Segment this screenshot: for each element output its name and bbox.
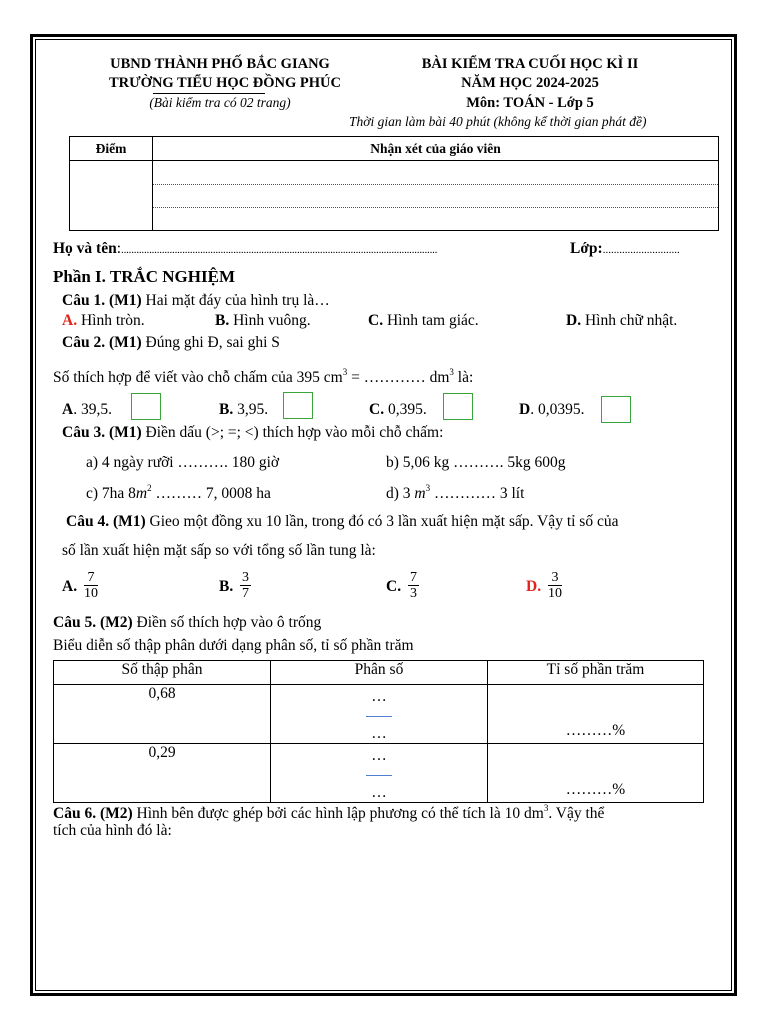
class-dots: ............................ [602,244,680,256]
table-row [54,744,704,803]
q2-option-b: B. 3,95. [219,401,269,418]
name-dots: ............................................................................................................................ [121,244,438,256]
decimal-cell: 0,29 [54,744,271,803]
q4-option-a-key[interactable]: A. [62,578,78,595]
q4-question-line2: số lần xuất hiện mặt sấp so với tổng số lần tung là: [62,542,376,559]
score-cell[interactable] [70,161,153,231]
header-decimal: Số thập phân [54,661,271,685]
exam-title: BÀI KIỂM TRA CUỐI HỌC KÌ II [421,56,639,72]
q2-answer-box-d[interactable] [601,396,631,423]
q2-question: Câu 2. (M1) Đúng ghi Đ, sai ghi S [62,334,280,351]
fraction-cell[interactable]: … … [271,685,488,744]
q1-option-d[interactable]: D. Hình chữ nhật. [566,312,678,329]
q6-question-line2: tích của hình đó là: [53,822,172,839]
fraction-bar [366,716,392,717]
q1-question: Câu 1. (M1) Hai mặt đáy của hình trụ là… [62,292,330,309]
q2-option-a: A. 39,5. [62,401,112,418]
q4-option-d-fraction: $\frac{3}{10}$ [548,570,562,601]
q4-option-c-fraction: $\frac{7}{3}$ [410,570,417,601]
q4-question-line1: Câu 4. (M1) Gieo một đồng xu 10 lần, trong đó có 3 lần xuất hiện mặt sấp. Vậy tỉ số của [66,513,619,530]
q5-question: Câu 5. (M2) Điền số thích hợp vào ô trống [53,614,322,631]
q5-subtext: Biểu diễn số thập phân dưới dạng phân số, tỉ số phần trăm [53,637,414,654]
district-name: UBND THÀNH PHỐ BẮC GIANG [110,56,330,72]
fraction-bar [366,775,392,776]
school-name: TRƯỜNG TIỂU HỌC ĐỒNG PHÚC [108,75,341,91]
q3-item-d: d) 3 $m^3$ ………… 3 lít [386,483,525,502]
q2-answer-box-c[interactable] [443,393,473,420]
school-year: NĂM HỌC 2024-2025 [461,75,599,91]
header-percent: Tỉ số phần trăm [488,661,704,685]
header-fraction: Phân số [271,661,488,685]
time-note: Thời gian làm bài 40 phút (không kể thời gian phát đề) [349,114,647,129]
q2-answer-box-b[interactable] [283,392,313,419]
q6-question-line1: Câu 6. (M2) Hình bên được ghép bởi các hình lập phương có thể tích là 10 $dm^3$. Vậy thể [53,803,605,822]
name-label: Họ và tên [53,240,117,257]
comment-header: Nhận xét của giáo viên [153,137,719,161]
q2-statement: Số thích hợp để viết vào chỗ chấm của 395 $cm^3$ = ………… $dm^3$ là: [53,367,474,386]
q1-option-b[interactable]: B. Hình vuông. [215,312,311,329]
table-row [54,685,704,744]
percent-cell[interactable]: ………% [488,685,704,744]
fraction-cell[interactable]: … … [271,744,488,803]
name-colon: : [116,240,122,257]
q2-option-c: C. 0,395. [369,401,427,418]
comment-cell[interactable] [153,161,719,231]
decimal-cell: 0,68 [54,685,271,744]
student-name-line[interactable] [53,240,437,258]
q4-option-b-fraction: $\frac{3}{7}$ [242,570,249,601]
q3-question: Câu 3. (M1) Điền dấu (>; =; <) thích hợp vào mỗi chỗ chấm: [62,424,444,441]
q3-item-b: b) 5,06 kg ………. 5kg 600g [386,454,566,471]
q4-option-b-key[interactable]: B. [219,578,234,595]
q3-item-a: a) 4 ngày rưỡi ………. 180 giờ [86,454,280,471]
subject: Môn: TOÁN - Lớp 5 [466,95,594,111]
q4-option-a-fraction: $\frac{7}{10}$ [84,570,98,601]
grade-table [69,136,719,231]
q1-option-a[interactable]: A. Hình tròn. [62,312,145,329]
school-underline [153,93,265,94]
percent-cell[interactable]: ………% [488,744,704,803]
q2-option-d: D. 0,0395. [519,401,585,418]
part1-title: Phần I. TRẮC NGHIỆM [53,267,235,286]
class-line[interactable] [570,240,680,258]
conversion-table [53,660,704,803]
q4-option-d-key[interactable]: D. [526,578,542,595]
page-count-note: (Bài kiểm tra có 02 trang) [149,95,291,110]
q3-item-c: c) 7ha $8m^2$ ……… 7, 0008 ha [86,483,271,502]
q1-option-c[interactable]: C. Hình tam giác. [368,312,479,329]
q2-answer-box-a[interactable] [131,393,161,420]
class-label: Lớp: [570,240,603,257]
q4-option-c-key[interactable]: C. [386,578,402,595]
score-header: Điểm [70,137,153,161]
